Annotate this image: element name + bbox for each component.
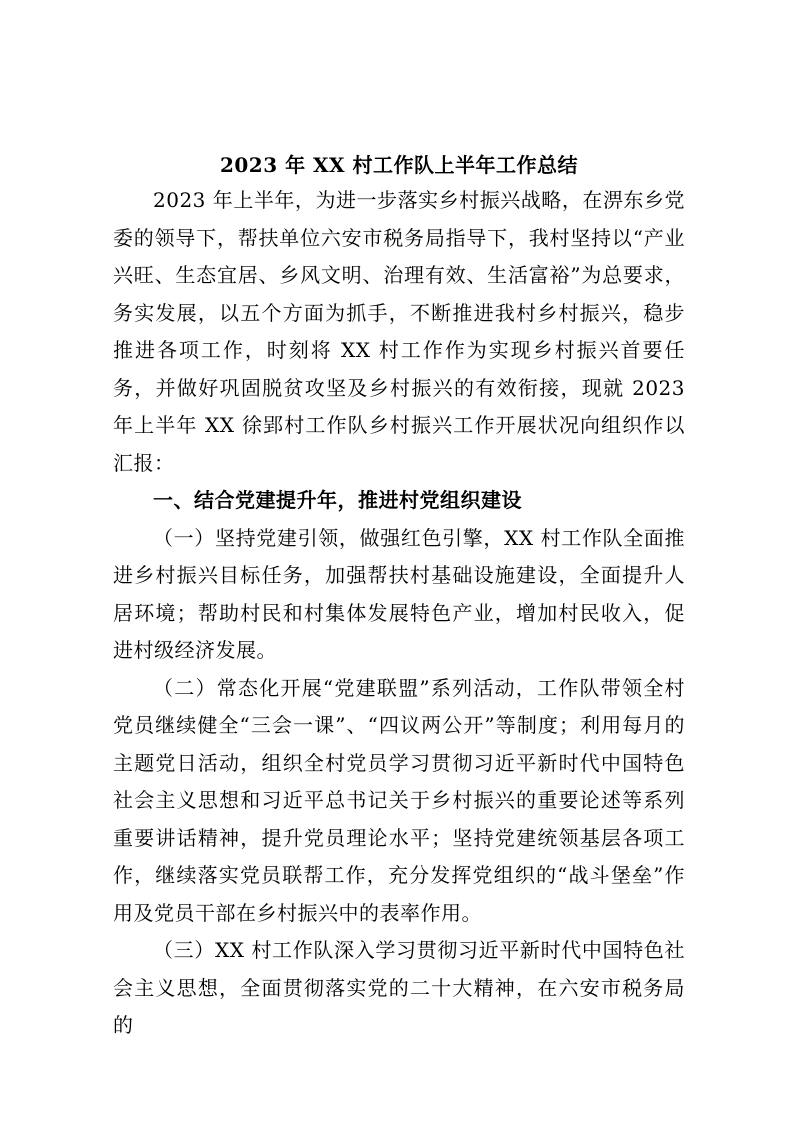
paragraph-item-3: （三）XX 村工作队深入学习贯彻习近平新时代中国特色社会主义思想，全面贯彻落实党的二十大精神，在六安市税务局的: [113, 938, 685, 1037]
intro-paragraph: 2023 年上半年，为进一步落实乡村振兴战略，在淠东乡党委的领导下，帮扶单位六安市税务局指导下，我村坚持以“产业兴旺、生态宜居、乡风文明、治理有效、生活富裕”为总要求，务实发展，以五个方面为抓手，不断推进我村乡村振兴，稳步推进各项工作，时刻将 XX 村工作作为实现乡村振兴首要任务，并做好巩固脱贫攻坚及乡村振兴的有效衔接，现就 2023 年上半年 XX 徐郢村工作队乡村振兴工作开展状况向组织作以汇报：: [113, 188, 685, 475]
section-heading-1: 一、结合党建提升年，推进村党组织建设: [153, 488, 522, 512]
document-page: [113, 150, 685, 1045]
document-title: 2023 年 XX 村工作队上半年工作总结: [219, 153, 579, 177]
paragraph-item-2: （二）常态化开展“党建联盟”系列活动，工作队带领全村党员继续健全“三会一课”、“四议两公开”等制度；利用每月的主题党日活动，组织全村党员学习贯彻习近平新时代中国特色社会主义思想和习近平总书记关于乡村振兴的重要论述等系列重要讲话精神，提升党员理论水平；坚持党建统领基层各项工作，继续落实党员联帮工作，充分发挥党组织的“战斗堡垒”作用及党员干部在乡村振兴中的表率作用。: [113, 675, 685, 925]
paragraph-item-1: （一）坚持党建引领，做强红色引擎，XX 村工作队全面推进乡村振兴目标任务，加强帮扶村基础设施建设，全面提升人居环境；帮助村民和村集体发展特色产业，增加村民收入，促进村级经济发展。: [113, 525, 685, 662]
